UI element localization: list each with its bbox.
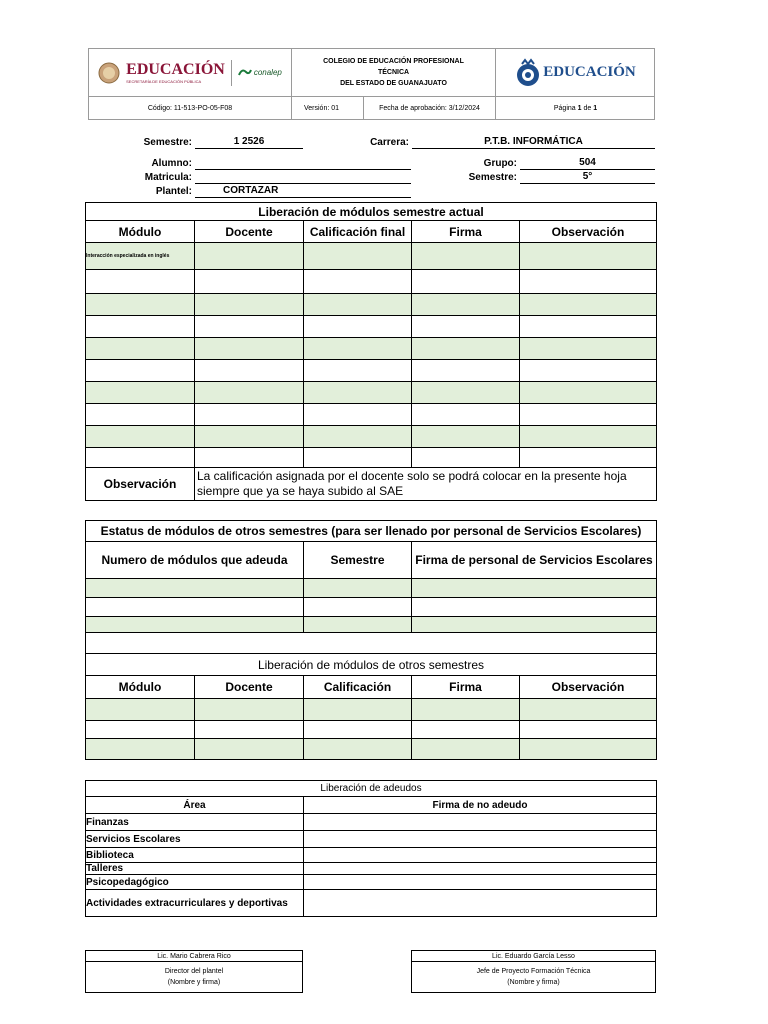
carrera-label: Carrera: bbox=[370, 137, 409, 148]
logo-educacion-left: EDUCACIÓN bbox=[126, 61, 225, 78]
cell[interactable] bbox=[304, 270, 412, 294]
table-row bbox=[86, 831, 657, 848]
table-row bbox=[86, 848, 657, 863]
other-semesters-table bbox=[85, 520, 657, 760]
cell[interactable] bbox=[86, 294, 195, 316]
matricula-label: Matricula: bbox=[144, 172, 192, 183]
cell[interactable] bbox=[304, 316, 412, 338]
plantel-label: Plantel: bbox=[155, 186, 192, 197]
cell[interactable] bbox=[86, 579, 304, 598]
area-label: Actividades extracurriculares y deportivas bbox=[86, 890, 304, 917]
signature-left-note: (Nombre y firma) bbox=[167, 979, 221, 986]
table-row bbox=[86, 875, 657, 890]
col-docente-2: Docente bbox=[195, 676, 304, 699]
cell[interactable] bbox=[412, 579, 657, 598]
cell[interactable] bbox=[412, 360, 520, 382]
cell[interactable] bbox=[520, 404, 657, 426]
observacion-label: Observación bbox=[86, 468, 195, 501]
carrera-field[interactable]: P.T.B. INFORMÁTICA bbox=[412, 136, 655, 149]
table-row bbox=[86, 739, 657, 760]
other-modules-title: Liberación de módulos de otros semestres bbox=[86, 654, 657, 676]
cell[interactable] bbox=[412, 448, 520, 468]
signature-right-box[interactable] bbox=[412, 962, 656, 993]
cell[interactable] bbox=[304, 382, 412, 404]
debts-table bbox=[85, 780, 657, 917]
header-logos-left bbox=[89, 49, 292, 97]
cell[interactable] bbox=[520, 739, 657, 760]
plantel-field[interactable]: CORTAZAR bbox=[195, 185, 411, 198]
table-row bbox=[86, 294, 657, 316]
col-modulos-adeuda: Numero de módulos que adeuda bbox=[86, 542, 304, 579]
cell[interactable] bbox=[86, 448, 195, 468]
spacer-row bbox=[86, 633, 657, 654]
cell[interactable] bbox=[304, 404, 412, 426]
cell[interactable] bbox=[304, 294, 412, 316]
page-of: de bbox=[583, 105, 592, 112]
cell[interactable] bbox=[195, 316, 304, 338]
table-row bbox=[86, 598, 657, 617]
cell[interactable] bbox=[412, 699, 520, 721]
signature-right-note: (Nombre y firma) bbox=[507, 979, 560, 986]
cell[interactable] bbox=[520, 382, 657, 404]
signature-left bbox=[85, 950, 303, 993]
signature-left-name: Lic. Mario Cabrera Rico bbox=[86, 951, 303, 962]
table-row bbox=[86, 721, 657, 739]
logo-left-subtitle: SECRETARÍA DE EDUCACIÓN PÚBLICA bbox=[126, 79, 202, 84]
col-semestre: Semestre bbox=[304, 542, 412, 579]
debts-title: Liberación de adeudos bbox=[86, 781, 657, 797]
signature-left-role: Director del plantel bbox=[164, 968, 224, 975]
table-row bbox=[86, 814, 657, 831]
table-row bbox=[86, 579, 657, 598]
table-row bbox=[86, 382, 657, 404]
cell[interactable] bbox=[304, 814, 657, 831]
cell[interactable] bbox=[304, 360, 412, 382]
cell[interactable] bbox=[520, 426, 657, 448]
cell[interactable] bbox=[195, 739, 304, 760]
approval-date: Fecha de aprobación: 3/12/2024 bbox=[364, 97, 496, 120]
cell[interactable] bbox=[304, 875, 657, 890]
observacion-note: La calificación asignada por el docente solo se podrá colocar en la presente hoja siempre que ya se haya subido al SAE bbox=[195, 468, 657, 501]
cell[interactable] bbox=[195, 699, 304, 721]
cell[interactable] bbox=[304, 699, 412, 721]
col-docente: Docente bbox=[195, 221, 304, 243]
cell[interactable] bbox=[520, 338, 657, 360]
col-area: Área bbox=[86, 797, 304, 814]
semestre2-field[interactable]: 5° bbox=[520, 171, 655, 184]
cell[interactable] bbox=[195, 382, 304, 404]
cell[interactable] bbox=[304, 338, 412, 360]
cell[interactable] bbox=[195, 404, 304, 426]
cell[interactable] bbox=[304, 243, 412, 270]
title-line-3: DEL ESTADO DE GUANAJUATO bbox=[340, 80, 447, 87]
title-line-1: COLEGIO DE EDUCACIÓN PROFESIONAL bbox=[323, 58, 464, 65]
logo-conalep: conalep bbox=[253, 68, 282, 77]
logo-educacion-right: EDUCACIÓN bbox=[543, 64, 636, 80]
cell[interactable] bbox=[195, 360, 304, 382]
page-indicator bbox=[496, 97, 655, 120]
cell[interactable] bbox=[304, 426, 412, 448]
cell[interactable] bbox=[86, 316, 195, 338]
cell[interactable] bbox=[86, 426, 195, 448]
title-line-2: TÉCNICA bbox=[377, 69, 410, 76]
cell[interactable] bbox=[304, 863, 657, 875]
cell[interactable] bbox=[412, 270, 520, 294]
cell[interactable] bbox=[520, 721, 657, 739]
table-row bbox=[86, 404, 657, 426]
alumno-label: Alumno: bbox=[151, 158, 192, 169]
cell[interactable] bbox=[304, 617, 412, 633]
header-title bbox=[292, 49, 496, 97]
module-name[interactable]: Interacción especializada en inglés bbox=[86, 243, 195, 270]
page-total: 1 bbox=[593, 105, 598, 112]
cell[interactable] bbox=[412, 426, 520, 448]
col-firma: Firma bbox=[412, 221, 520, 243]
cell[interactable] bbox=[195, 721, 304, 739]
crest-icon bbox=[515, 58, 541, 88]
cell[interactable] bbox=[304, 598, 412, 617]
cell[interactable] bbox=[520, 360, 657, 382]
cell[interactable] bbox=[195, 243, 304, 270]
table-row bbox=[86, 243, 657, 270]
table-row bbox=[86, 426, 657, 448]
signature-right bbox=[411, 950, 656, 993]
table-row bbox=[86, 699, 657, 721]
cell[interactable] bbox=[195, 270, 304, 294]
semestre-field[interactable]: 1 2526 bbox=[195, 136, 303, 149]
signature-left-box[interactable] bbox=[86, 962, 303, 993]
cell[interactable] bbox=[86, 598, 304, 617]
matricula-field[interactable] bbox=[195, 171, 411, 184]
document-code: Código: 11-513-PO-05-F08 bbox=[89, 97, 292, 120]
seal-icon bbox=[98, 60, 120, 86]
cell[interactable] bbox=[86, 699, 195, 721]
page-prefix: Página bbox=[553, 105, 576, 112]
semestre2-label: Semestre: bbox=[468, 172, 517, 183]
document-version: Versión: 01 bbox=[292, 97, 364, 120]
col-firma-no-adeudo: Firma de no adeudo bbox=[304, 797, 657, 814]
cell[interactable] bbox=[412, 338, 520, 360]
cell[interactable] bbox=[195, 338, 304, 360]
cell[interactable] bbox=[304, 890, 657, 917]
cell[interactable] bbox=[86, 360, 195, 382]
table-row bbox=[86, 316, 657, 338]
conalep-icon bbox=[238, 67, 252, 79]
semestre-label: Semestre: bbox=[143, 137, 192, 148]
cell[interactable] bbox=[304, 831, 657, 848]
cell[interactable] bbox=[86, 382, 195, 404]
header-logo-right bbox=[496, 49, 655, 97]
document-header bbox=[88, 48, 655, 120]
area-label: Psicopedagógico bbox=[86, 875, 304, 890]
cell[interactable] bbox=[412, 243, 520, 270]
table-row bbox=[86, 448, 657, 468]
col-modulo-2: Módulo bbox=[86, 676, 195, 699]
table-row bbox=[86, 338, 657, 360]
col-observacion: Observación bbox=[520, 221, 657, 243]
cell[interactable] bbox=[412, 598, 657, 617]
cell[interactable] bbox=[304, 721, 412, 739]
cell[interactable] bbox=[195, 448, 304, 468]
table-row bbox=[86, 863, 657, 875]
cell[interactable] bbox=[412, 617, 657, 633]
cell[interactable] bbox=[412, 316, 520, 338]
area-label: Finanzas bbox=[86, 814, 304, 831]
cell[interactable] bbox=[86, 617, 304, 633]
cell[interactable] bbox=[195, 426, 304, 448]
alumno-field[interactable] bbox=[195, 157, 411, 170]
table-row bbox=[86, 617, 657, 633]
page-number: 1 bbox=[577, 105, 582, 112]
current-semester-title: Liberación de módulos semestre actual bbox=[86, 203, 657, 221]
col-firma-2: Firma bbox=[412, 676, 520, 699]
table-row bbox=[86, 360, 657, 382]
col-calificacion-final: Calificación final bbox=[304, 221, 412, 243]
cell[interactable] bbox=[86, 739, 195, 760]
cell[interactable] bbox=[520, 243, 657, 270]
table-row bbox=[86, 890, 657, 917]
current-semester-table bbox=[85, 202, 657, 501]
cell[interactable] bbox=[412, 739, 520, 760]
cell[interactable] bbox=[304, 739, 412, 760]
cell[interactable] bbox=[520, 270, 657, 294]
cell[interactable] bbox=[520, 316, 657, 338]
cell[interactable] bbox=[86, 338, 195, 360]
cell[interactable] bbox=[520, 699, 657, 721]
grupo-label: Grupo: bbox=[483, 158, 517, 169]
cell[interactable] bbox=[412, 721, 520, 739]
cell[interactable] bbox=[520, 294, 657, 316]
area-label: Biblioteca bbox=[86, 848, 304, 863]
cell[interactable] bbox=[304, 448, 412, 468]
cell[interactable] bbox=[86, 721, 195, 739]
cell[interactable] bbox=[412, 382, 520, 404]
col-calificacion-2: Calificación bbox=[304, 676, 412, 699]
cell[interactable] bbox=[304, 579, 412, 598]
cell[interactable] bbox=[412, 404, 520, 426]
col-observacion-2: Observación bbox=[520, 676, 657, 699]
cell[interactable] bbox=[86, 270, 195, 294]
cell[interactable] bbox=[86, 404, 195, 426]
cell[interactable] bbox=[412, 294, 520, 316]
table-row bbox=[86, 270, 657, 294]
grupo-field[interactable]: 504 bbox=[520, 157, 655, 170]
col-firma-servicios: Firma de personal de Servicios Escolares bbox=[412, 542, 657, 579]
other-semesters-title: Estatus de módulos de otros semestres (para ser llenado por personal de Servicios Escolares) bbox=[86, 521, 657, 542]
signature-right-name: Lic. Eduardo García Lesso bbox=[412, 951, 656, 962]
cell[interactable] bbox=[520, 448, 657, 468]
cell[interactable] bbox=[304, 848, 657, 863]
cell[interactable] bbox=[195, 294, 304, 316]
area-label: Servicios Escolares bbox=[86, 831, 304, 848]
col-modulo: Módulo bbox=[86, 221, 195, 243]
area-label: Talleres bbox=[86, 863, 304, 875]
signature-right-role: Jefe de Proyecto Formación Técnica bbox=[476, 968, 591, 975]
